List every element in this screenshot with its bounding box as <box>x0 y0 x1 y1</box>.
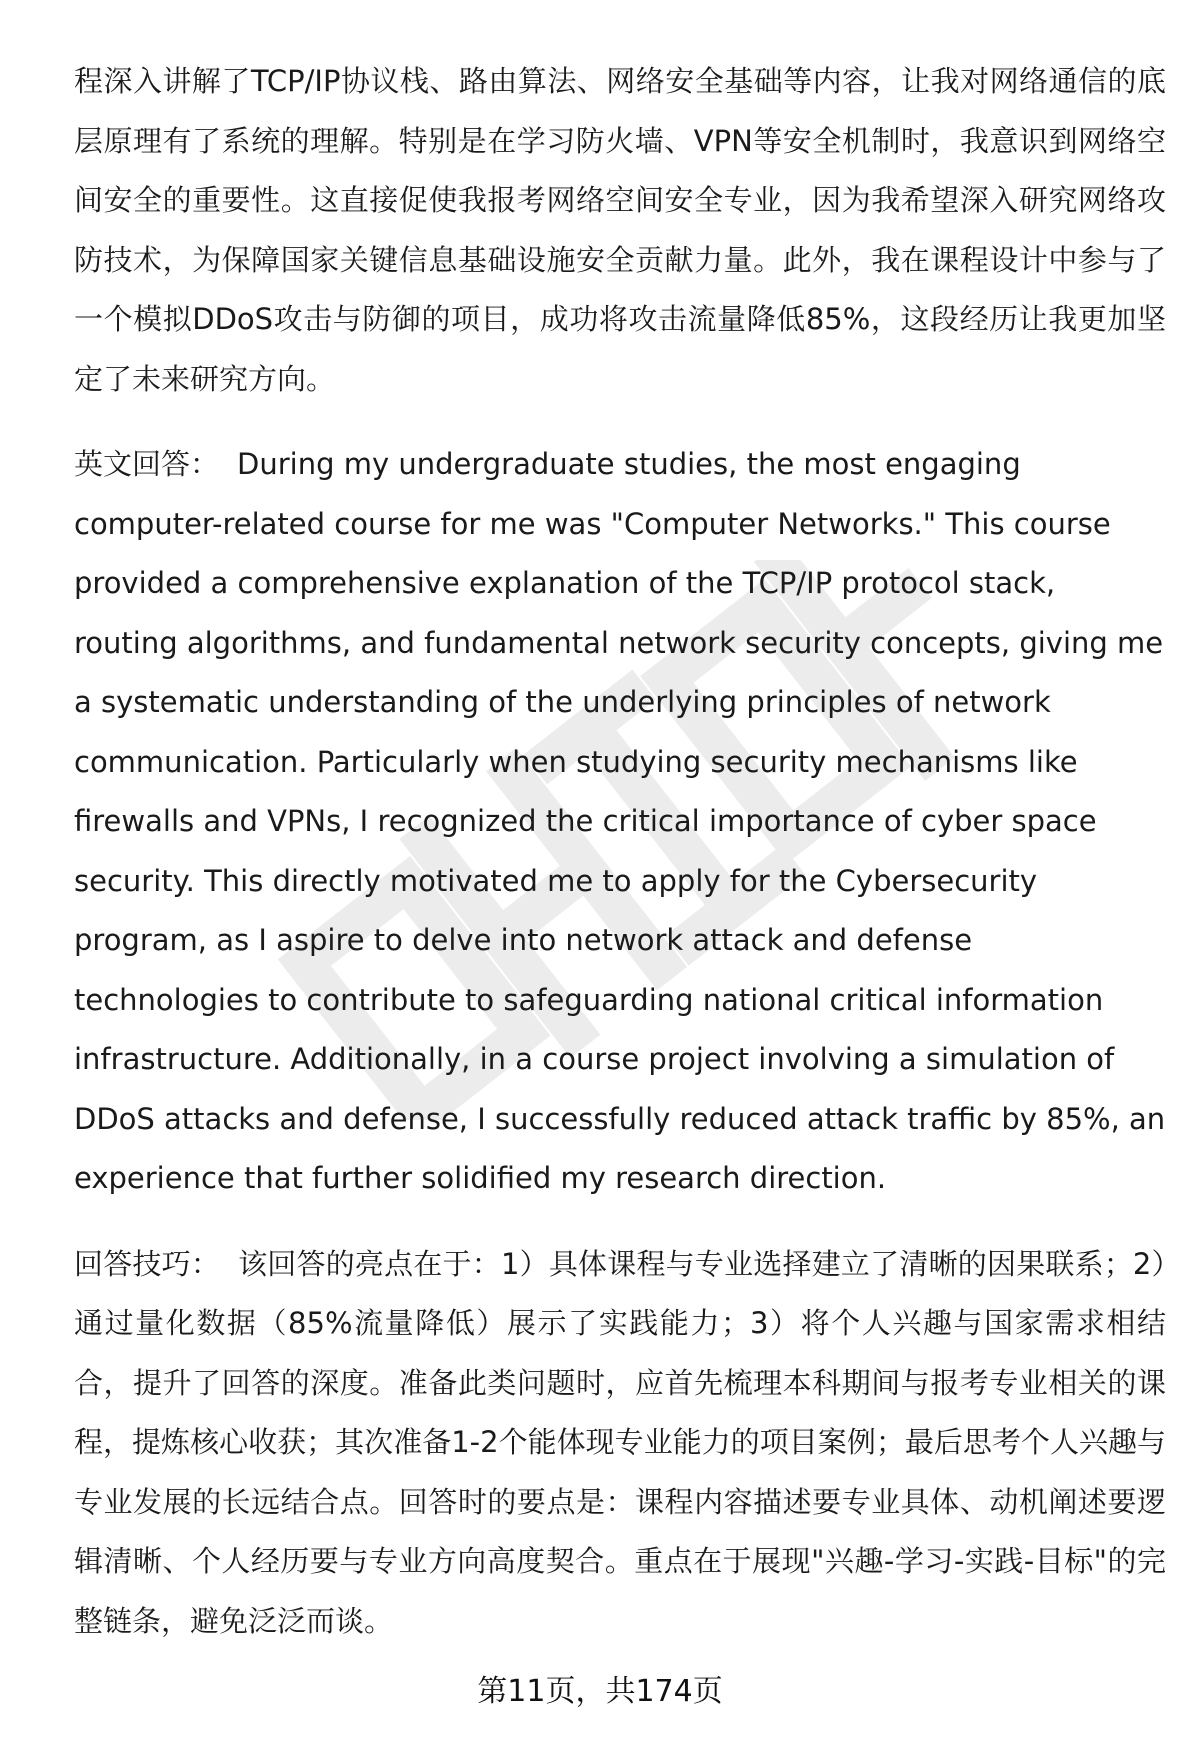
answer-tips-label: 回答技巧： <box>74 1246 221 1281</box>
document-page <box>74 52 1166 1651</box>
english-answer-label: 英文回答： <box>74 447 220 481</box>
page-number-footer: 第11页，共174页 <box>477 1674 723 1709</box>
paragraph-spacer <box>74 409 1166 435</box>
paragraph-chinese-answer-continued: 程深入讲解了TCP/IP协议栈、路由算法、网络安全基础等内容，让我对网络通信的底层原理有了系统的理解。特别是在学习防火墙、VPN等安全机制时，我意识到网络空间安全的重要性。这直接促使我报考网络空间安全专业，因为我希望深入研究网络攻防技术，为保障国家关键信息基础设施安全贡献力量。此外，我在课程设计中参与了一个模拟DDoS攻击与防御的项目，成功将攻击流量降低85%，这段经历让我更加坚定了未来研究方向。 <box>74 64 1166 396</box>
paragraph-english-answer <box>74 435 1166 1209</box>
english-answer-text: During my undergraduate studies, the most engaging computer-related course for me was "Computer Networks." This course provided a comprehensive explanation of the TCP/IP protocol stack, routing algorithms, and fundamental network security concepts, giving me a systematic understanding of the underlying principles of network communication. Particularly when studying security mechanisms like firewalls and VPNs, I recognized the critical importance of cyber space security. This directly motivated me to apply for the Cybersecurity program, as I aspire to delve into network attack and defense technologies to contribute to safeguarding national critical information infrastructure. Additionally, in a course project involving a simulation of DDoS attacks and defense, I successfully reduced attack traffic by 85%, an experience that further solidified my research direction. <box>74 447 1166 1195</box>
paragraph-answer-tips <box>74 1235 1166 1652</box>
paragraph-spacer <box>74 1209 1166 1235</box>
answer-tips-text: 该回答的亮点在于：1）具体课程与专业选择建立了清晰的因果联系；2）通过量化数据（85%流量降低）展示了实践能力；3）将个人兴趣与国家需求相结合，提升了回答的深度。准备此类问题时，应首先梳理本科期间与报考专业相关的课程，提炼核心收获；其次准备1-2个能体现专业能力的项目案例；最后思考个人兴趣与专业发展的长远结合点。回答时的要点是：课程内容描述要专业具体、动机阐述要逻辑清晰、个人经历要与专业方向高度契合。重点在于展现"兴趣-学习-实践-目标"的完整链条，避免泛泛而谈。 <box>74 1246 1166 1638</box>
